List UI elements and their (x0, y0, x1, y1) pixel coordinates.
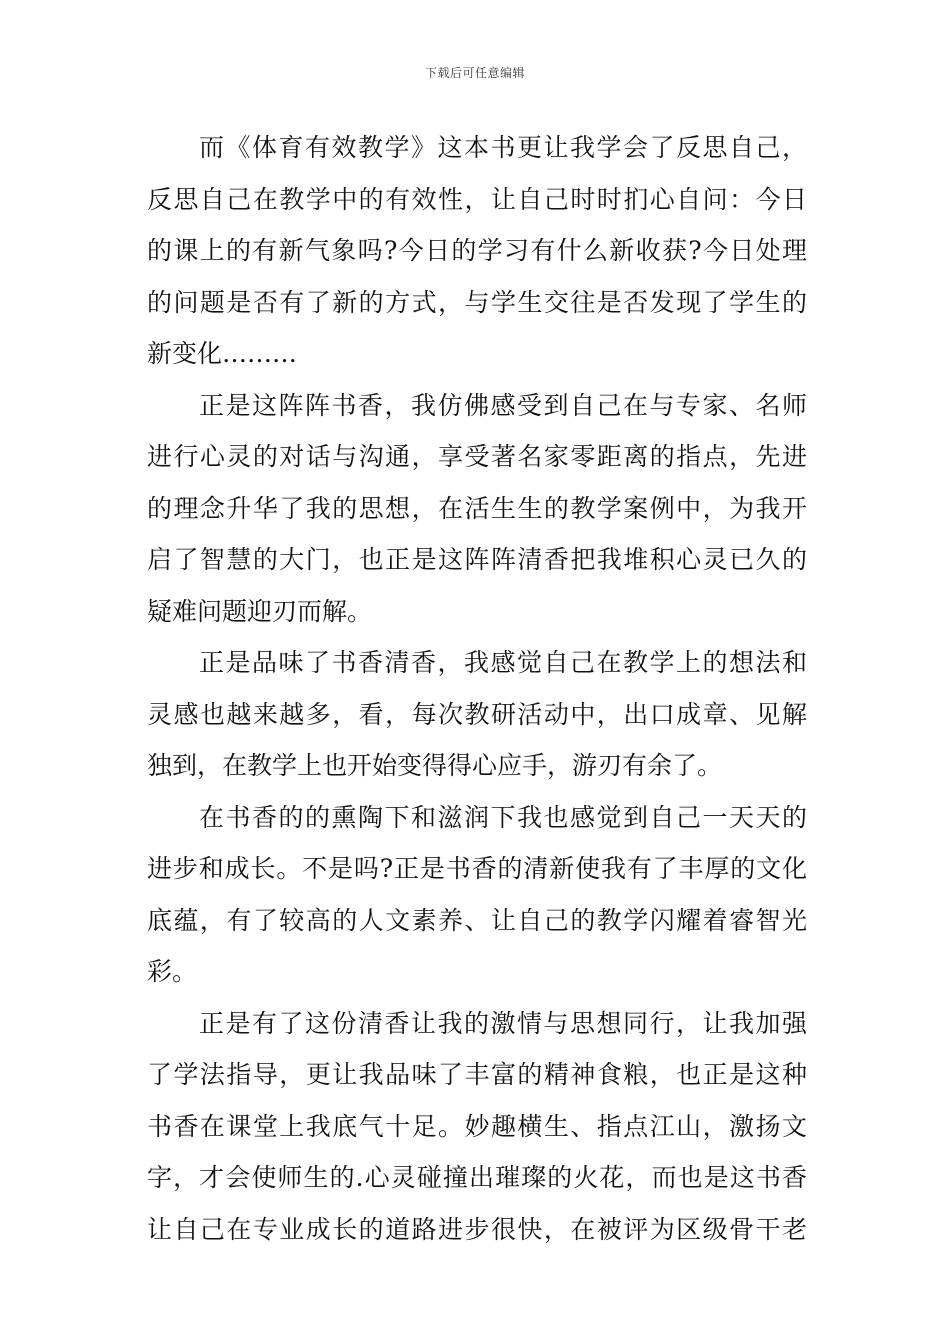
text-line: 在书香的的熏陶下和滋润下我也感觉到自己一天天的 (199, 802, 807, 832)
text-line: 彩。 (147, 957, 198, 986)
text-line: 独到，在教学上也开始变得得心应手，游刃有余了。 (147, 751, 723, 780)
text-line: 的课上的有新气象吗?今日的学习有什么新收获?今日处理 (147, 236, 807, 265)
paragraph (147, 380, 807, 638)
text-line: 启了智慧的大门，也正是这阵阵清香把我堆积心灵已久的 (147, 545, 807, 574)
text-line: 的问题是否有了新的方式，与学生交往是否发现了学生的 (147, 287, 807, 317)
text-line: 新变化……… (147, 339, 298, 368)
text-line: 反思自己在教学中的有效性，让自己时时扪心自问：今日 (147, 184, 807, 214)
text-line: 进步和成长。不是吗?正是书香的清新使我有了丰厚的文化 (147, 854, 807, 883)
text-line: 让自己在专业成长的道路进步很快，在被评为区级骨干老 (147, 1214, 807, 1244)
paragraph (147, 792, 807, 998)
text-line: 正是这阵阵书香，我仿佛感受到自己在与专家、名师 (199, 390, 807, 420)
text-line: 正是品味了书香清香，我感觉自己在教学上的想法和 (199, 648, 807, 677)
text-line: 正是有了这份清香让我的激情与思想同行，让我加强 (199, 1008, 807, 1038)
text-line: 底蕴，有了较高的人文素养、让自己的教学闪耀着睿智光 (147, 905, 807, 935)
text-line: 而《体育有效教学》这本书更让我学会了反思自己， (199, 133, 807, 162)
paragraph (147, 122, 807, 380)
paragraph (147, 637, 807, 792)
text-line: 的理念升华了我的思想，在活生生的教学案例中，为我开 (147, 493, 807, 523)
text-line: 了学法指导，更让我品味了丰富的精神食粮，也正是这种 (147, 1060, 807, 1089)
text-line: 字，才会使师生的.心灵碰撞出璀璨的火花，而也是这书香 (147, 1163, 807, 1192)
text-line: 书香在课堂上我底气十足。妙趣横生、指点江山，激扬文 (147, 1111, 807, 1141)
text-line: 疑难问题迎刃而解。 (147, 596, 373, 626)
page-header-note: 下载后可任意编辑 (424, 66, 525, 80)
document-body (147, 122, 807, 1255)
text-line: 灵感也越来越多，看，每次教研活动中，出口成章、见解 (147, 699, 807, 729)
text-line: 进行心灵的对话与沟通，享受著名家零距离的指点，先进 (147, 442, 807, 471)
paragraph (147, 998, 807, 1256)
